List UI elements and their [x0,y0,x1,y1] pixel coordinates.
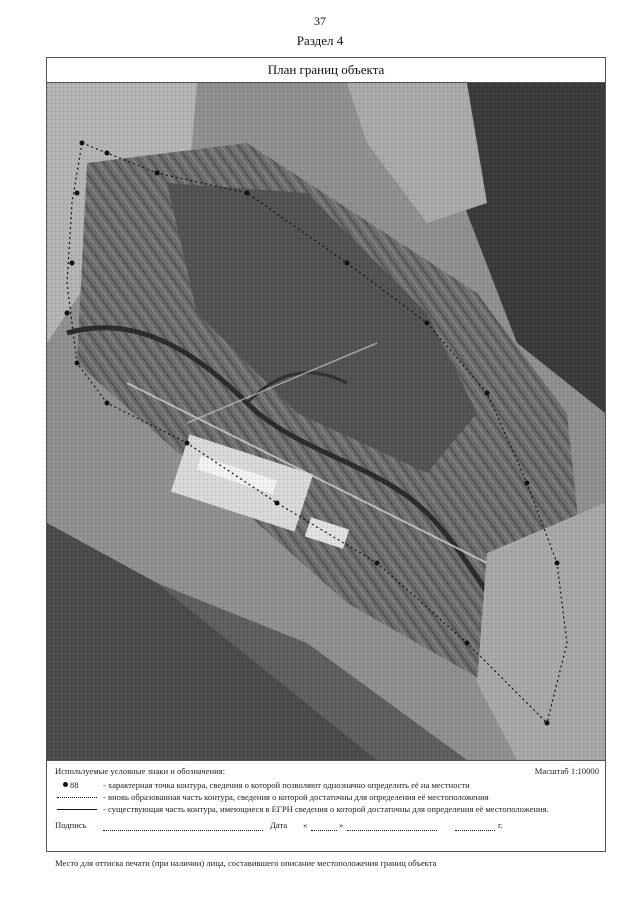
signature-label: Подпись [55,820,87,830]
legend-item-text: - существующая часть контура, имеющиеся в ЕГРН сведения о которой достаточны для определения её местоположения. [103,804,549,814]
date-quote-open: « [303,820,308,830]
plan-title: План границ объекта [47,58,605,83]
date-quote-close: » [339,820,344,830]
legend [55,766,599,832]
legend-item-text: - характерная точка контура, сведения о которой позволяют однозначно определить её на местности [103,780,470,790]
date-year-line [455,830,495,831]
legend-item-solid [55,804,599,814]
aerial-map-image [47,83,605,761]
scale-label: Масштаб 1:10000 [534,766,599,776]
solid-line-icon [55,804,99,814]
plan-frame [46,57,606,868]
dotted-line-icon [55,792,99,802]
signature-row [55,820,599,832]
date-label: Дата [270,820,288,830]
point-symbol-icon [55,780,99,790]
section-title: Раздел 4 [296,33,344,48]
date-year-suffix: г. [498,820,503,830]
point-symbol-number: 88 [70,780,79,790]
page-number: 37 [314,14,326,28]
signature-line [103,830,263,831]
legend-title: Используемые условные знаки и обозначения: [55,766,226,776]
stamp-place-text: Место для оттиска печати (при наличии) лица, составившего описание местоположения границ объекта [55,858,437,868]
date-day-line [311,830,337,831]
legend-item-dotted [55,792,599,802]
legend-item-text: - вновь образованная часть контура, сведения о которой достаточны для определения её местоположения [103,792,489,802]
map-graphic [47,83,605,760]
legend-item-point [55,780,599,790]
date-month-line [347,830,437,831]
